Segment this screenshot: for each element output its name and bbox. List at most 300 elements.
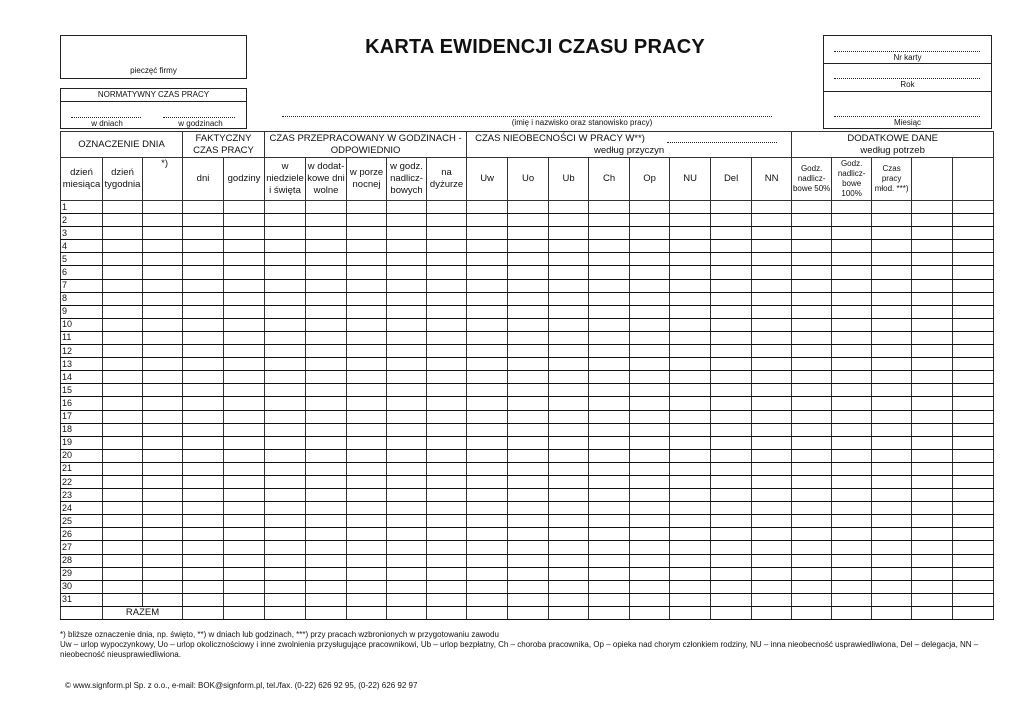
- entry-cell[interactable]: [549, 253, 589, 266]
- entry-cell[interactable]: [224, 279, 265, 292]
- entry-cell[interactable]: [427, 449, 467, 462]
- entry-cell[interactable]: [872, 515, 912, 528]
- entry-cell[interactable]: [832, 384, 872, 397]
- entry-cell[interactable]: [508, 436, 549, 449]
- entry-cell[interactable]: [508, 345, 549, 358]
- entry-cell[interactable]: [103, 515, 143, 528]
- entry-cell[interactable]: [306, 214, 347, 227]
- entry-cell[interactable]: [953, 292, 994, 305]
- entry-cell[interactable]: [143, 371, 183, 384]
- entry-cell[interactable]: [427, 240, 467, 253]
- entry-cell[interactable]: [792, 305, 832, 318]
- entry-cell[interactable]: [224, 554, 265, 567]
- entry-cell[interactable]: [306, 489, 347, 502]
- entry-cell[interactable]: [832, 502, 872, 515]
- entry-cell[interactable]: [224, 253, 265, 266]
- entry-cell[interactable]: [953, 331, 994, 344]
- entry-cell[interactable]: [467, 331, 508, 344]
- entry-cell[interactable]: [103, 345, 143, 358]
- entry-cell[interactable]: [306, 253, 347, 266]
- entry-cell[interactable]: [143, 593, 183, 606]
- entry-cell[interactable]: [872, 528, 912, 541]
- entry-cell[interactable]: [103, 449, 143, 462]
- entry-cell[interactable]: [103, 227, 143, 240]
- entry-cell[interactable]: [265, 515, 306, 528]
- entry-cell[interactable]: [265, 580, 306, 593]
- entry-cell[interactable]: [143, 410, 183, 423]
- entry-cell[interactable]: [872, 214, 912, 227]
- entry-cell[interactable]: [589, 475, 630, 488]
- entry-cell[interactable]: [224, 240, 265, 253]
- entry-cell[interactable]: [792, 423, 832, 436]
- total-cell[interactable]: [183, 606, 224, 619]
- entry-cell[interactable]: [832, 554, 872, 567]
- entry-cell[interactable]: [347, 201, 387, 214]
- entry-cell[interactable]: [872, 567, 912, 580]
- entry-cell[interactable]: [792, 554, 832, 567]
- entry-cell[interactable]: [224, 214, 265, 227]
- entry-cell[interactable]: [792, 541, 832, 554]
- entry-cell[interactable]: [427, 423, 467, 436]
- entry-cell[interactable]: [792, 475, 832, 488]
- entry-cell[interactable]: [589, 449, 630, 462]
- entry-cell[interactable]: [143, 279, 183, 292]
- entry-cell[interactable]: [103, 240, 143, 253]
- entry-cell[interactable]: [103, 489, 143, 502]
- entry-cell[interactable]: [549, 462, 589, 475]
- entry-cell[interactable]: [872, 266, 912, 279]
- entry-cell[interactable]: [711, 541, 752, 554]
- entry-cell[interactable]: [752, 436, 792, 449]
- entry-cell[interactable]: [549, 475, 589, 488]
- entry-cell[interactable]: [752, 528, 792, 541]
- entry-cell[interactable]: [306, 554, 347, 567]
- entry-cell[interactable]: [103, 580, 143, 593]
- entry-cell[interactable]: [306, 580, 347, 593]
- entry-cell[interactable]: [427, 345, 467, 358]
- entry-cell[interactable]: [912, 305, 953, 318]
- entry-cell[interactable]: [872, 423, 912, 436]
- entry-cell[interactable]: [183, 397, 224, 410]
- entry-cell[interactable]: [711, 462, 752, 475]
- entry-cell[interactable]: [832, 214, 872, 227]
- entry-cell[interactable]: [467, 305, 508, 318]
- entry-cell[interactable]: [872, 410, 912, 423]
- entry-cell[interactable]: [670, 502, 711, 515]
- entry-cell[interactable]: [589, 580, 630, 593]
- entry-cell[interactable]: [183, 489, 224, 502]
- entry-cell[interactable]: [752, 449, 792, 462]
- entry-cell[interactable]: [183, 253, 224, 266]
- entry-cell[interactable]: [792, 214, 832, 227]
- entry-cell[interactable]: [670, 253, 711, 266]
- entry-cell[interactable]: [549, 567, 589, 580]
- entry-cell[interactable]: [306, 384, 347, 397]
- entry-cell[interactable]: [143, 449, 183, 462]
- entry-cell[interactable]: [589, 554, 630, 567]
- entry-cell[interactable]: [143, 240, 183, 253]
- entry-cell[interactable]: [711, 515, 752, 528]
- entry-cell[interactable]: [752, 371, 792, 384]
- entry-cell[interactable]: [427, 331, 467, 344]
- entry-cell[interactable]: [306, 240, 347, 253]
- entry-cell[interactable]: [306, 292, 347, 305]
- entry-cell[interactable]: [912, 436, 953, 449]
- entry-cell[interactable]: [912, 266, 953, 279]
- entry-cell[interactable]: [670, 489, 711, 502]
- entry-cell[interactable]: [183, 358, 224, 371]
- entry-cell[interactable]: [711, 502, 752, 515]
- entry-cell[interactable]: [912, 554, 953, 567]
- entry-cell[interactable]: [549, 397, 589, 410]
- entry-cell[interactable]: [467, 318, 508, 331]
- entry-cell[interactable]: [711, 449, 752, 462]
- entry-cell[interactable]: [265, 502, 306, 515]
- entry-cell[interactable]: [872, 345, 912, 358]
- entry-cell[interactable]: [347, 567, 387, 580]
- entry-cell[interactable]: [508, 554, 549, 567]
- entry-cell[interactable]: [467, 489, 508, 502]
- entry-cell[interactable]: [670, 371, 711, 384]
- entry-cell[interactable]: [508, 528, 549, 541]
- entry-cell[interactable]: [306, 502, 347, 515]
- entry-cell[interactable]: [467, 449, 508, 462]
- entry-cell[interactable]: [953, 214, 994, 227]
- entry-cell[interactable]: [832, 358, 872, 371]
- entry-cell[interactable]: [306, 397, 347, 410]
- entry-cell[interactable]: [224, 410, 265, 423]
- entry-cell[interactable]: [953, 410, 994, 423]
- entry-cell[interactable]: [589, 214, 630, 227]
- entry-cell[interactable]: [467, 580, 508, 593]
- entry-cell[interactable]: [508, 292, 549, 305]
- entry-cell[interactable]: [224, 227, 265, 240]
- entry-cell[interactable]: [589, 318, 630, 331]
- entry-cell[interactable]: [387, 593, 427, 606]
- entry-cell[interactable]: [752, 462, 792, 475]
- entry-cell[interactable]: [183, 436, 224, 449]
- entry-cell[interactable]: [549, 240, 589, 253]
- entry-cell[interactable]: [872, 489, 912, 502]
- entry-cell[interactable]: [508, 410, 549, 423]
- entry-cell[interactable]: [306, 423, 347, 436]
- entry-cell[interactable]: [670, 240, 711, 253]
- entry-cell[interactable]: [265, 410, 306, 423]
- entry-cell[interactable]: [347, 279, 387, 292]
- entry-cell[interactable]: [953, 397, 994, 410]
- entry-cell[interactable]: [427, 593, 467, 606]
- entry-cell[interactable]: [953, 318, 994, 331]
- entry-cell[interactable]: [792, 449, 832, 462]
- entry-cell[interactable]: [630, 397, 670, 410]
- entry-cell[interactable]: [872, 358, 912, 371]
- entry-cell[interactable]: [508, 279, 549, 292]
- entry-cell[interactable]: [832, 567, 872, 580]
- entry-cell[interactable]: [143, 541, 183, 554]
- entry-cell[interactable]: [752, 541, 792, 554]
- entry-cell[interactable]: [508, 593, 549, 606]
- total-cell[interactable]: [265, 606, 306, 619]
- entry-cell[interactable]: [508, 515, 549, 528]
- entry-cell[interactable]: [711, 358, 752, 371]
- entry-cell[interactable]: [183, 502, 224, 515]
- entry-cell[interactable]: [467, 567, 508, 580]
- entry-cell[interactable]: [467, 240, 508, 253]
- entry-cell[interactable]: [912, 462, 953, 475]
- entry-cell[interactable]: [549, 279, 589, 292]
- entry-cell[interactable]: [832, 397, 872, 410]
- entry-cell[interactable]: [467, 515, 508, 528]
- entry-cell[interactable]: [752, 423, 792, 436]
- total-cell[interactable]: [549, 606, 589, 619]
- entry-cell[interactable]: [953, 266, 994, 279]
- entry-cell[interactable]: [508, 502, 549, 515]
- entry-cell[interactable]: [224, 567, 265, 580]
- entry-cell[interactable]: [306, 279, 347, 292]
- entry-cell[interactable]: [265, 331, 306, 344]
- entry-cell[interactable]: [183, 318, 224, 331]
- entry-cell[interactable]: [387, 489, 427, 502]
- entry-cell[interactable]: [549, 227, 589, 240]
- entry-cell[interactable]: [265, 345, 306, 358]
- entry-cell[interactable]: [387, 331, 427, 344]
- entry-cell[interactable]: [427, 253, 467, 266]
- entry-cell[interactable]: [912, 397, 953, 410]
- entry-cell[interactable]: [752, 240, 792, 253]
- entry-cell[interactable]: [306, 371, 347, 384]
- entry-cell[interactable]: [306, 345, 347, 358]
- entry-cell[interactable]: [589, 397, 630, 410]
- entry-cell[interactable]: [792, 528, 832, 541]
- entry-cell[interactable]: [953, 358, 994, 371]
- entry-cell[interactable]: [589, 593, 630, 606]
- entry-cell[interactable]: [306, 201, 347, 214]
- entry-cell[interactable]: [224, 449, 265, 462]
- entry-cell[interactable]: [792, 489, 832, 502]
- entry-cell[interactable]: [143, 358, 183, 371]
- entry-cell[interactable]: [183, 384, 224, 397]
- entry-cell[interactable]: [549, 515, 589, 528]
- entry-cell[interactable]: [265, 462, 306, 475]
- entry-cell[interactable]: [103, 502, 143, 515]
- entry-cell[interactable]: [832, 593, 872, 606]
- entry-cell[interactable]: [670, 449, 711, 462]
- entry-cell[interactable]: [347, 227, 387, 240]
- entry-cell[interactable]: [103, 384, 143, 397]
- entry-cell[interactable]: [387, 423, 427, 436]
- entry-cell[interactable]: [589, 384, 630, 397]
- entry-cell[interactable]: [224, 593, 265, 606]
- entry-cell[interactable]: [832, 528, 872, 541]
- entry-cell[interactable]: [589, 541, 630, 554]
- entry-cell[interactable]: [183, 567, 224, 580]
- entry-cell[interactable]: [953, 502, 994, 515]
- entry-cell[interactable]: [143, 436, 183, 449]
- entry-cell[interactable]: [792, 227, 832, 240]
- entry-cell[interactable]: [953, 489, 994, 502]
- entry-cell[interactable]: [224, 292, 265, 305]
- entry-cell[interactable]: [387, 502, 427, 515]
- entry-cell[interactable]: [103, 462, 143, 475]
- entry-cell[interactable]: [143, 201, 183, 214]
- entry-cell[interactable]: [387, 515, 427, 528]
- entry-cell[interactable]: [872, 253, 912, 266]
- entry-cell[interactable]: [467, 201, 508, 214]
- entry-cell[interactable]: [224, 397, 265, 410]
- entry-cell[interactable]: [589, 502, 630, 515]
- entry-cell[interactable]: [752, 292, 792, 305]
- entry-cell[interactable]: [183, 462, 224, 475]
- entry-cell[interactable]: [752, 331, 792, 344]
- entry-cell[interactable]: [832, 279, 872, 292]
- entry-cell[interactable]: [589, 423, 630, 436]
- entry-cell[interactable]: [752, 214, 792, 227]
- entry-cell[interactable]: [589, 515, 630, 528]
- entry-cell[interactable]: [183, 214, 224, 227]
- total-cell[interactable]: [630, 606, 670, 619]
- entry-cell[interactable]: [508, 475, 549, 488]
- entry-cell[interactable]: [630, 449, 670, 462]
- entry-cell[interactable]: [508, 384, 549, 397]
- entry-cell[interactable]: [387, 345, 427, 358]
- entry-cell[interactable]: [792, 201, 832, 214]
- entry-cell[interactable]: [912, 515, 953, 528]
- entry-cell[interactable]: [103, 358, 143, 371]
- entry-cell[interactable]: [306, 331, 347, 344]
- entry-cell[interactable]: [549, 554, 589, 567]
- entry-cell[interactable]: [589, 489, 630, 502]
- entry-cell[interactable]: [143, 318, 183, 331]
- entry-cell[interactable]: [183, 305, 224, 318]
- entry-cell[interactable]: [549, 528, 589, 541]
- entry-cell[interactable]: [670, 345, 711, 358]
- entry-cell[interactable]: [265, 423, 306, 436]
- entry-cell[interactable]: [589, 410, 630, 423]
- entry-cell[interactable]: [630, 331, 670, 344]
- entry-cell[interactable]: [792, 318, 832, 331]
- entry-cell[interactable]: [427, 279, 467, 292]
- entry-cell[interactable]: [265, 227, 306, 240]
- entry-cell[interactable]: [306, 358, 347, 371]
- entry-cell[interactable]: [265, 253, 306, 266]
- entry-cell[interactable]: [872, 201, 912, 214]
- entry-cell[interactable]: [103, 397, 143, 410]
- entry-cell[interactable]: [832, 371, 872, 384]
- entry-cell[interactable]: [792, 358, 832, 371]
- entry-cell[interactable]: [427, 397, 467, 410]
- entry-cell[interactable]: [912, 331, 953, 344]
- entry-cell[interactable]: [792, 292, 832, 305]
- entry-cell[interactable]: [752, 318, 792, 331]
- entry-cell[interactable]: [832, 541, 872, 554]
- entry-cell[interactable]: [143, 567, 183, 580]
- entry-cell[interactable]: [549, 541, 589, 554]
- entry-cell[interactable]: [347, 240, 387, 253]
- entry-cell[interactable]: [306, 541, 347, 554]
- entry-cell[interactable]: [711, 489, 752, 502]
- entry-cell[interactable]: [508, 449, 549, 462]
- entry-cell[interactable]: [589, 567, 630, 580]
- entry-cell[interactable]: [427, 462, 467, 475]
- entry-cell[interactable]: [387, 528, 427, 541]
- entry-cell[interactable]: [670, 541, 711, 554]
- entry-cell[interactable]: [183, 240, 224, 253]
- entry-cell[interactable]: [589, 266, 630, 279]
- entry-cell[interactable]: [912, 384, 953, 397]
- entry-cell[interactable]: [467, 410, 508, 423]
- entry-cell[interactable]: [589, 305, 630, 318]
- entry-cell[interactable]: [347, 253, 387, 266]
- entry-cell[interactable]: [143, 502, 183, 515]
- entry-cell[interactable]: [265, 489, 306, 502]
- entry-cell[interactable]: [832, 331, 872, 344]
- entry-cell[interactable]: [792, 331, 832, 344]
- entry-cell[interactable]: [103, 266, 143, 279]
- entry-cell[interactable]: [467, 541, 508, 554]
- entry-cell[interactable]: [143, 528, 183, 541]
- entry-cell[interactable]: [427, 266, 467, 279]
- entry-cell[interactable]: [630, 436, 670, 449]
- entry-cell[interactable]: [630, 305, 670, 318]
- total-cell[interactable]: [752, 606, 792, 619]
- entry-cell[interactable]: [265, 266, 306, 279]
- entry-cell[interactable]: [508, 214, 549, 227]
- entry-cell[interactable]: [912, 201, 953, 214]
- entry-cell[interactable]: [306, 305, 347, 318]
- entry-cell[interactable]: [630, 410, 670, 423]
- entry-cell[interactable]: [467, 266, 508, 279]
- entry-cell[interactable]: [832, 227, 872, 240]
- entry-cell[interactable]: [549, 489, 589, 502]
- entry-cell[interactable]: [265, 384, 306, 397]
- entry-cell[interactable]: [670, 201, 711, 214]
- entry-cell[interactable]: [467, 371, 508, 384]
- entry-cell[interactable]: [224, 201, 265, 214]
- entry-cell[interactable]: [265, 567, 306, 580]
- entry-cell[interactable]: [953, 593, 994, 606]
- entry-cell[interactable]: [347, 489, 387, 502]
- entry-cell[interactable]: [630, 266, 670, 279]
- entry-cell[interactable]: [670, 384, 711, 397]
- entry-cell[interactable]: [347, 371, 387, 384]
- entry-cell[interactable]: [103, 305, 143, 318]
- entry-cell[interactable]: [912, 528, 953, 541]
- entry-cell[interactable]: [347, 528, 387, 541]
- entry-cell[interactable]: [347, 449, 387, 462]
- entry-cell[interactable]: [912, 475, 953, 488]
- entry-cell[interactable]: [953, 567, 994, 580]
- total-empty-cell[interactable]: [61, 606, 103, 619]
- entry-cell[interactable]: [912, 240, 953, 253]
- entry-cell[interactable]: [630, 423, 670, 436]
- entry-cell[interactable]: [224, 580, 265, 593]
- entry-cell[interactable]: [711, 345, 752, 358]
- entry-cell[interactable]: [103, 554, 143, 567]
- entry-cell[interactable]: [711, 554, 752, 567]
- entry-cell[interactable]: [387, 410, 427, 423]
- entry-cell[interactable]: [224, 528, 265, 541]
- entry-cell[interactable]: [427, 515, 467, 528]
- entry-cell[interactable]: [508, 397, 549, 410]
- entry-cell[interactable]: [143, 580, 183, 593]
- entry-cell[interactable]: [467, 528, 508, 541]
- entry-cell[interactable]: [508, 227, 549, 240]
- entry-cell[interactable]: [832, 449, 872, 462]
- entry-cell[interactable]: [670, 593, 711, 606]
- entry-cell[interactable]: [508, 580, 549, 593]
- entry-cell[interactable]: [103, 371, 143, 384]
- entry-cell[interactable]: [912, 580, 953, 593]
